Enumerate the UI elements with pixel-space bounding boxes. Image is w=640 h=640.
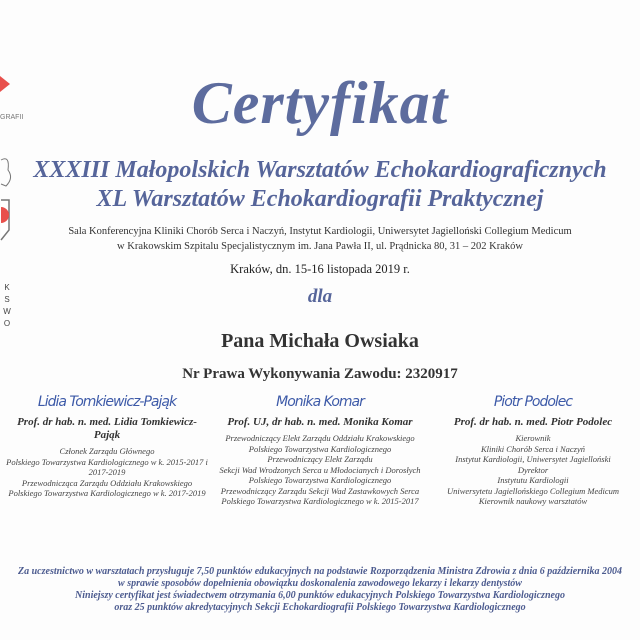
footer xyxy=(10,566,630,614)
role-line: Przewodniczący Elekt Zarządu Oddziału Krakowskiego xyxy=(225,433,415,443)
role-line: Polskiego Towarzystwa Kardiologicznego w k. 2017-2019 xyxy=(8,488,206,498)
license-number-line xyxy=(10,366,630,383)
certificate-heading: Certyfikat xyxy=(191,70,449,136)
signatory-2 xyxy=(217,394,423,507)
signatory-roles xyxy=(430,433,636,507)
role-line: Przewodniczący Zarządu Sekcji Wad Zastawkowych Serca xyxy=(220,485,420,496)
role-line: Polskiego Towarzystwa Kardiologicznego xyxy=(248,443,392,454)
logo-letter: S xyxy=(4,295,10,304)
logo-letter: O xyxy=(3,319,11,328)
signatories xyxy=(4,394,636,507)
handwritten-signature: Lidia Tomkiewicz-Pająk xyxy=(37,394,177,410)
venue-line1: Sala Konferencyjna Kliniki Chorób Serca i Naczyń, Instytut Kardiologii, Uniwersytet Jagielloński Collegium Medicum xyxy=(68,226,572,237)
role-line: Przewodniczący Elekt Zarządu xyxy=(267,454,373,464)
logo-letter: W xyxy=(3,307,11,316)
signatory-1 xyxy=(4,394,210,507)
signatory-name: Prof. UJ, dr hab. n. med. Monika Komar xyxy=(227,416,413,428)
role-line: Kierownik naukowy warsztatów xyxy=(478,496,588,506)
logo-letter: K xyxy=(4,283,10,292)
venue-line2: w Krakowskim Szpitalu Specjalistycznym im. Jana Pawła II, ul. Prądnicka 80, 31 – 202 Kraków xyxy=(117,241,523,252)
for-label: dla xyxy=(307,286,333,307)
footer-line: Niniejszy certyfikat jest świadectwem otrzymania 6,00 punktów edukacyjnych Polskiego Towarzystwa Kardiologicznego xyxy=(75,590,565,601)
role-line: Instytut Kardiologii, Uniwersytet Jagielloński xyxy=(455,454,611,464)
role-line: Polskiego Towarzystwa Kardiologicznego w k. 2015-2017 xyxy=(221,496,419,506)
role-line: Instytutu Kardiologii xyxy=(497,475,569,485)
role-line: Przewodnicząca Zarządu Oddziału Krakowskiego xyxy=(21,477,193,488)
role-line: Kierownik xyxy=(515,433,551,443)
handwritten-signature: Piotr Podolec xyxy=(493,394,573,410)
role-line: Polskiego Towarzystwa Kardiologicznego xyxy=(248,475,392,485)
role-line: Dyrektor xyxy=(517,464,549,475)
role-line: Polskiego Towarzystwa Kardiologicznego w k. 2015-2017 i 2017-2019 xyxy=(6,456,208,477)
role-line: Kliniki Chorób Serca i Naczyń xyxy=(480,443,586,454)
event-title-line2: XL Warsztatów Echokardiografii Praktycznej xyxy=(96,186,544,212)
signatory-roles xyxy=(4,446,210,499)
license-label: Nr Prawa Wykonywania Zawodu: xyxy=(182,366,402,382)
license-number: 2320917 xyxy=(405,366,458,382)
footer-line: w sprawie sposobów dopełnienia obowiązku doskonalenia zawodowego lekarzy i lekarzy dentystów xyxy=(118,578,522,589)
signatory-name: Prof. dr hab. n. med. Lidia Tomkiewicz-Pająk xyxy=(17,416,197,441)
role-line: Uniwersytetu Jagiellońskiego Collegium Medicum xyxy=(446,485,620,496)
signatory-3 xyxy=(430,394,636,507)
footer-line: oraz 25 punktów akredytacyjnych Sekcji Echokardiografii Polskiego Towarzystwa Kardiologicznego xyxy=(114,602,526,613)
signatory-name: Prof. dr hab. n. med. Piotr Podolec xyxy=(453,416,613,428)
footer-line: Za uczestnictwo w warsztatach przysługuje 7,50 punktów edukacyjnych na podstawie Rozporządzenia Ministra Zdrowia z dnia 6 października 2004 xyxy=(18,566,622,577)
handwritten-signature: Monika Komar xyxy=(276,394,364,410)
logo-text: GRAFII xyxy=(0,114,24,121)
recipient-name: Pana Michała Owsiaka xyxy=(221,330,419,352)
signatory-roles xyxy=(217,433,423,507)
event-date: Kraków, dn. 15-16 listopada 2019 r. xyxy=(230,262,410,276)
event-title-line1: XXXIII Małopolskich Warsztatów Echokardiograficznych xyxy=(33,157,607,183)
role-line: Sekcji Wad Wrodzonych Serca u Młodocianych i Dorosłych xyxy=(219,464,421,475)
role-line: Członek Zarządu Głównego xyxy=(59,446,155,456)
